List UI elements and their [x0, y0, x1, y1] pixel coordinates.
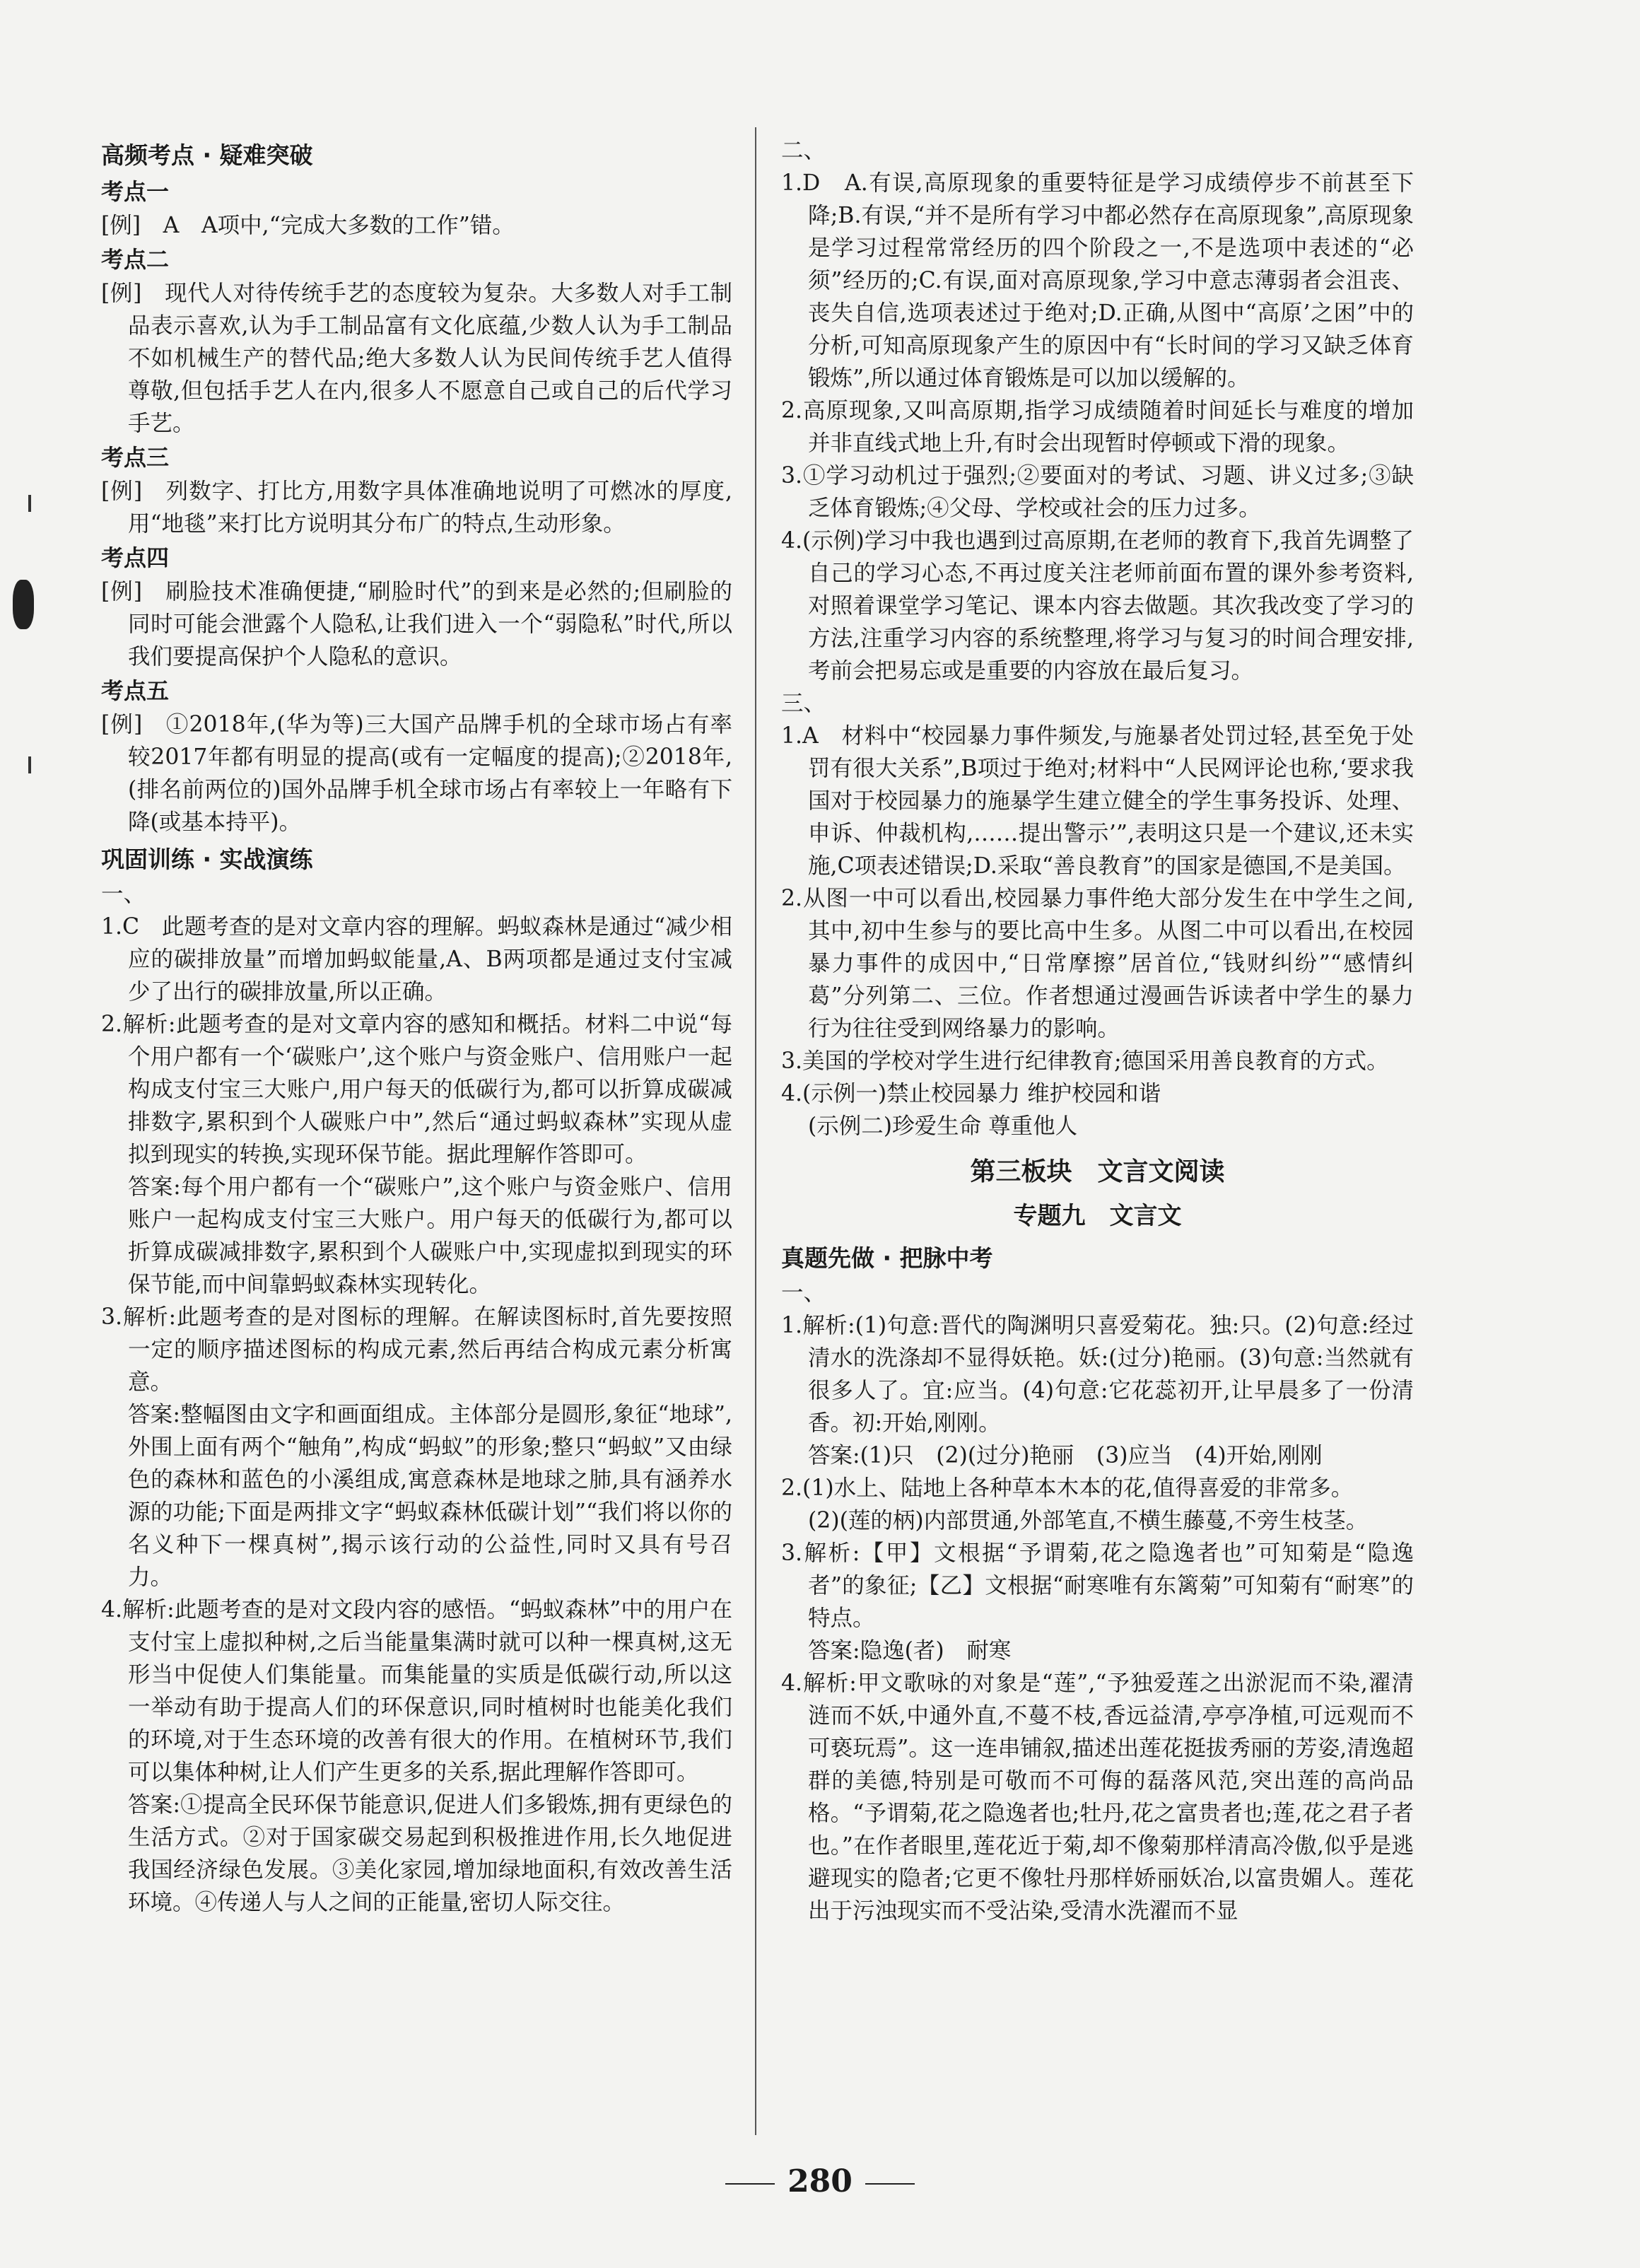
- right-block-q: 3.解析:【甲】文根据“予谓菊,花之隐逸者也”可知菊是“隐逸者”的象征;【乙】文根据“耐寒唯有东篱菊”可知菊有“耐寒”的特点。: [781, 1541, 1414, 1631]
- page-number: 280: [787, 2163, 853, 2199]
- left-block-q: [例] 列数字、打比方,用数字具体准确地说明了可燃冰的厚度,用“地毯”来打比方说明其分布广的特点,生动形象。: [101, 479, 732, 537]
- right-column: [781, 134, 1414, 1927]
- left-block-hd: 巩固训练 · 实战演练: [101, 846, 313, 873]
- left-block-q: [例] 现代人对待传统手艺的态度较为复杂。大多数人对手工制品表示喜欢,认为手工制品富有文化底蕴,少数人认为手工制品不如机械生产的替代品;绝大多数人认为民间传统手艺人值得尊敬,但包括手艺人在内,很多人不愿意自己或自己的后代学习手艺。: [101, 281, 732, 436]
- scan-mark: [28, 756, 31, 773]
- right-block-q: 4.(示例)学习中我也遇到过高原期,在老师的教育下,我首先调整了自己的学习心态,不再过度关注老师前面布置的课外参考资料,对照着课堂学习笔记、课本内容去做题。其次我改变了学习的方法,注重学习内容的系统整理,将学习与复习的时间合理安排,考前会把易忘或是重要的内容放在最后复习。: [781, 528, 1414, 684]
- left-block-sh: 考点一: [101, 178, 170, 205]
- right-block-ans: (示例二)珍爱生命 尊重他人: [808, 1113, 1078, 1139]
- left-block-q: 2.解析:此题考查的是对文章内容的感知和概括。材料二中说“每个用户都有一个‘碳账户’,这个账户与资金账户、信用账户一起构成支付宝三大账户,用户每天的低碳行为,都可以折算成碳减排数字,累积到个人碳账户中”,然后“通过蚂蚁森林”实现从虚拟到现实的转换,实现环保节能。据此理解作答即可。: [101, 1012, 732, 1167]
- right-block-q: 1.D A.有误,高原现象的重要特征是学习成绩停步不前甚至下降;B.有误,“并不是所有学习中都必然存在高原现象”,高原现象是学习过程常常经历的四个阶段之一,不是选项中表述的“必须”经历的;C.有误,面对高原现象,学习中意志薄弱者会沮丧、丧失自信,选项表述过于绝对;D.正确,从图中“高原’之困”中的分析,可知高原现象产生的原因中有“长时间的学习又缺乏体育锻炼”,所以通过体育锻炼是可以加以缓解的。: [781, 170, 1414, 391]
- scan-mark: [28, 495, 31, 512]
- right-block-p: 二、: [781, 138, 826, 163]
- right-block-q: 2.高原现象,又叫高原期,指学习成绩随着时间延长与难度的增加并非直线式地上升,有时会出现暂时停顿或下滑的现象。: [781, 398, 1414, 456]
- right-block-ans: (2)(莲的柄)内部贯通,外部笔直,不横生藤蔓,不旁生枝茎。: [808, 1508, 1369, 1533]
- right-block-q: 1.A 材料中“校园暴力事件频发,与施暴者处罚过轻,甚至免于处罚有很大关系”,B项过于绝对;材料中“人民网评论也称,‘要求我国对于校园暴力的施暴学生建立健全的学生事务投诉、处理、申诉、仲裁机构,……提出警示’”,表明这只是一个建议,还未实施,C项表述错误;D.采取“善良教育”的国家是德国,不是美国。: [781, 723, 1414, 879]
- right-block-q: 1.解析:(1)句意:晋代的陶渊明只喜爱菊花。独:只。(2)句意:经过清水的洗涤却不显得妖艳。妖:(过分)艳丽。(3)句意:当然就有很多人了。宜:应当。(4)句意:它花蕊初开,让早晨多了一份清香。初:开始,刚刚。: [781, 1313, 1414, 1436]
- right-block-q: 3.①学习动机过于强烈;②要面对的考试、习题、讲义过多;③缺乏体育锻炼;④父母、学校或社会的压力过多。: [781, 463, 1414, 521]
- left-block-q: [例] A A项中,“完成大多数的工作”错。: [101, 213, 515, 238]
- right-block-q: 4.解析:甲文歌咏的对象是“莲”,“予独爱莲之出淤泥而不染,濯清涟而不妖,中通外直,不蔓不枝,香远益清,亭亭净植,可远观而不可亵玩焉”。这一连串铺叙,描述出莲花挺拔秀丽的芳姿,清逸超群的美德,特别是可敬而不可侮的磊落风范,突出莲的高尚品格。“予谓菊,花之隐逸者也;牡丹,花之富贵者也;莲,花之君子者也。”在作者眼里,莲花近于菊,却不像菊那样清高冷傲,似乎是逃避现实的隐者;它更不像牡丹那样娇丽妖冶,以富贵媚人。莲花出于污浊现实而不受沾染,受清水洗濯而不显: [781, 1671, 1414, 1924]
- column-divider: [755, 127, 756, 2135]
- right-block-q: 3.美国的学校对学生进行纪律教育;德国采用善良教育的方式。: [781, 1048, 1389, 1074]
- right-block-hd: 真题先做 · 把脉中考: [781, 1244, 993, 1272]
- right-block-sub: 专题九 文言文: [1013, 1202, 1182, 1230]
- left-block-q: 3.解析:此题考查的是对图标的理解。在解读图标时,首先要按照一定的顺序描述图标的构成元素,然后再结合构成元素分析寓意。: [101, 1304, 732, 1395]
- right-block-ans: 答案:隐逸(者) 耐寒: [808, 1638, 1012, 1664]
- left-block-q: [例] ①2018年,(华为等)三大国产品牌手机的全球市场占有率较2017年都有明显的提高(或有一定幅度的提高);②2018年,(排名前两位的)国外品牌手机全球市场占有率较上一年略有下降(或基本持平)。: [101, 712, 732, 835]
- left-block-sh: 考点二: [101, 246, 170, 273]
- left-block-sh: 考点五: [101, 677, 170, 704]
- left-block-hd: 高频考点 · 疑难突破: [101, 141, 313, 169]
- left-column: [101, 134, 732, 1919]
- right-block-sec: 第三板块 文言文阅读: [970, 1157, 1225, 1186]
- left-block-sh: 考点三: [101, 444, 170, 471]
- left-block-q: [例] 刷脸技术准确便捷,“刷脸时代”的到来是必然的;但刷脸的同时可能会泄露个人隐私,让我们进入一个“弱隐私”时代,所以我们要提高保护个人隐私的意识。: [101, 579, 732, 670]
- page-footer: [0, 2163, 1640, 2199]
- scan-mark: [13, 580, 34, 629]
- right-block-p: 三、: [781, 691, 826, 716]
- left-block-q: 4.解析:此题考查的是对文段内容的感悟。“蚂蚁森林”中的用户在支付宝上虚拟种树,之后当能量集满时就可以种一棵真树,这无形当中促使人们集能量。而集能量的实质是低碳行动,所以这一举动有助于提高人们的环保意识,同时植树时也能美化我们的环境,对于生态环境的改善有很大的作用。在植树环节,我们可以集体种树,让人们产生更多的关系,据此理解作答即可。: [101, 1597, 732, 1785]
- left-block-p: 一、: [101, 882, 146, 907]
- left-block-ans: 答案:整幅图由文字和画面组成。主体部分是圆形,象征“地球”,外围上面有两个“触角”,构成“蚂蚁”的形象;整只“蚂蚁”又由绿色的森林和蓝色的小溪组成,寓意森林是地球之肺,具有涵养水源的功能;下面是两排文字“蚂蚁森林低碳计划”“我们将以你的名义种下一棵真树”,揭示该行动的公益性,同时又具有号召力。: [128, 1402, 732, 1590]
- right-block-q: 2.(1)水上、陆地上各种草本木本的花,值得喜爱的非常多。: [781, 1475, 1354, 1501]
- left-block-ans: 答案:①提高全民环保节能意识,促进人们多锻炼,拥有更绿色的生活方式。②对于国家碳交易起到积极推进作用,长久地促进我国经济绿色发展。③美化家园,增加绿地面积,有效改善生活环境。④传递人与人之间的正能量,密切人际交往。: [128, 1792, 732, 1915]
- left-block-ans: 答案:每个用户都有一个“碳账户”,这个账户与资金账户、信用账户一起构成支付宝三大账户。用户每天的低碳行为,都可以折算成碳减排数字,累积到个人碳账户中,实现虚拟到现实的环保节能,而中间靠蚂蚁森林实现转化。: [128, 1174, 732, 1297]
- right-block-q: 4.(示例一)禁止校园暴力 维护校园和谐: [781, 1081, 1161, 1106]
- left-block-q: 1.C 此题考查的是对文章内容的理解。蚂蚁森林是通过“减少相应的碳排放量”而增加蚂蚁能量,A、B两项都是通过支付宝减少了出行的碳排放量,所以正确。: [101, 914, 732, 1005]
- right-block-q: 2.从图一中可以看出,校园暴力事件绝大部分发生在中学生之间,其中,初中生参与的要比高中生多。从图二中可以看出,在校园暴力事件的成因中,“日常摩擦”居首位,“钱财纠纷”“感情纠葛”分列第二、三位。作者想通过漫画告诉读者中学生的暴力行为往往受到网络暴力的影响。: [781, 886, 1414, 1041]
- left-block-sh: 考点四: [101, 544, 170, 571]
- right-block-p: 一、: [781, 1280, 826, 1306]
- right-block-ans: 答案:(1)只 (2)(过分)艳丽 (3)应当 (4)开始,刚刚: [808, 1443, 1323, 1468]
